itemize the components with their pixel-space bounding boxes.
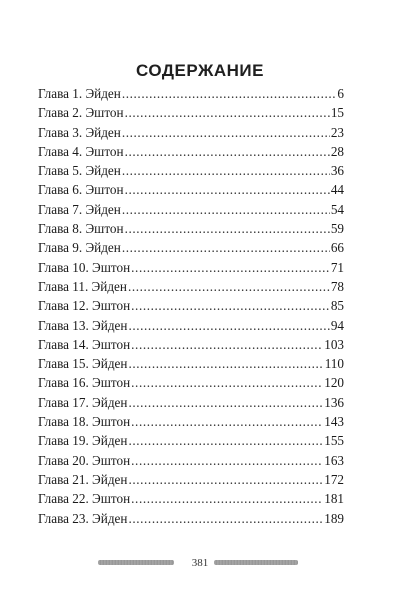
- toc-entry: [38, 431, 344, 450]
- toc-entry: [38, 238, 344, 257]
- dot-leader: [131, 258, 330, 277]
- toc-entry: [38, 277, 344, 296]
- dot-leader: [125, 142, 330, 161]
- chapter-title: Глава 1. Эйден: [38, 86, 121, 101]
- toc-entry: [38, 393, 344, 412]
- chapter-page-number: 78: [330, 278, 344, 294]
- dot-leader: [125, 180, 330, 199]
- toc-entry: [38, 354, 344, 373]
- chapter-page-number: 103: [324, 336, 344, 352]
- toc-entry: [38, 451, 344, 470]
- chapter-page-number: 6: [337, 86, 344, 101]
- toc-entry: [38, 258, 344, 277]
- dot-leader: [131, 296, 330, 315]
- toc-entry: [38, 412, 344, 431]
- chapter-page-number: 143: [324, 414, 344, 430]
- chapter-title: Глава 19. Эйден: [38, 433, 128, 449]
- dot-leader: [125, 103, 330, 122]
- chapter-page-number: 15: [330, 105, 344, 121]
- dot-leader: [122, 123, 330, 142]
- chapter-page-number: 136: [324, 394, 344, 410]
- toc-entry: [38, 219, 344, 238]
- chapter-title: Глава 21. Эйден: [38, 471, 128, 487]
- chapter-title: Глава 23. Эйден: [38, 510, 128, 526]
- toc-entry: [38, 161, 344, 180]
- footer-ornament-right: [214, 560, 298, 565]
- chapter-page-number: 85: [330, 298, 344, 314]
- chapter-title: Глава 5. Эйден: [38, 163, 121, 179]
- chapter-title: Глава 12. Эштон: [38, 298, 131, 314]
- chapter-title: Глава 2. Эштон: [38, 105, 124, 121]
- chapter-page-number: 110: [324, 356, 344, 372]
- dot-leader: [122, 161, 330, 180]
- chapter-page-number: 66: [330, 240, 344, 256]
- dot-leader: [122, 200, 330, 219]
- dot-leader: [131, 489, 323, 508]
- dot-leader: [122, 238, 330, 257]
- chapter-page-number: 172: [324, 471, 344, 487]
- chapter-title: Глава 11. Эйден: [38, 278, 127, 294]
- chapter-page-number: 189: [324, 510, 344, 526]
- chapter-title: Глава 10. Эштон: [38, 259, 131, 275]
- dot-leader: [128, 509, 323, 528]
- chapter-page-number: 181: [324, 491, 344, 507]
- toc-entry: [38, 296, 344, 315]
- dot-leader: [128, 277, 330, 296]
- chapter-title: Глава 7. Эйден: [38, 201, 121, 217]
- chapter-title: Глава 14. Эштон: [38, 336, 131, 352]
- dot-leader: [131, 412, 323, 431]
- toc-entry: [38, 470, 344, 489]
- chapter-page-number: 71: [330, 259, 344, 275]
- toc-title: СОДЕРЖАНИЕ: [136, 61, 264, 80]
- chapter-title: Глава 4. Эштон: [38, 143, 124, 159]
- chapter-title: Глава 3. Эйден: [38, 124, 121, 140]
- toc-entry: [38, 316, 344, 335]
- toc-entry: [38, 180, 344, 199]
- toc-entry: [38, 84, 344, 103]
- dot-leader: [128, 354, 323, 373]
- chapter-title: Глава 9. Эйден: [38, 240, 121, 256]
- chapter-title: Глава 20. Эштон: [38, 452, 131, 468]
- toc-list: [38, 84, 344, 528]
- dot-leader: [128, 431, 323, 450]
- chapter-page-number: 94: [330, 317, 344, 333]
- chapter-title: Глава 8. Эштон: [38, 221, 124, 237]
- dot-leader: [131, 451, 323, 470]
- chapter-page-number: 155: [324, 433, 344, 449]
- dot-leader: [131, 373, 323, 392]
- chapter-page-number: 44: [330, 182, 344, 198]
- dot-leader: [128, 316, 329, 335]
- toc-entry: [38, 103, 344, 122]
- dot-leader: [125, 219, 330, 238]
- chapter-page-number: 28: [330, 143, 344, 159]
- chapter-page-number: 36: [330, 163, 344, 179]
- chapter-title: Глава 15. Эйден: [38, 356, 128, 372]
- toc-entry: [38, 335, 344, 354]
- chapter-page-number: 23: [330, 124, 344, 140]
- chapter-title: Глава 22. Эштон: [38, 491, 131, 507]
- toc-entry: [38, 489, 344, 508]
- toc-entry: [38, 200, 344, 219]
- toc-entry: [38, 142, 344, 161]
- chapter-page-number: 54: [330, 201, 344, 217]
- toc-entry: [38, 509, 344, 528]
- dot-leader: [122, 84, 337, 103]
- chapter-title: Глава 17. Эйден: [38, 394, 128, 410]
- dot-leader: [131, 335, 323, 354]
- toc-entry: [38, 373, 344, 392]
- chapter-title: Глава 16. Эштон: [38, 375, 131, 391]
- chapter-title: Глава 13. Эйден: [38, 317, 128, 333]
- page-number: 381: [191, 557, 209, 569]
- chapter-page-number: 163: [324, 452, 344, 468]
- chapter-page-number: 59: [330, 221, 344, 237]
- toc-entry: [38, 123, 344, 142]
- page-footer: [0, 555, 400, 571]
- chapter-title: Глава 18. Эштон: [38, 414, 131, 430]
- chapter-title: Глава 6. Эштон: [38, 182, 124, 198]
- chapter-page-number: 120: [324, 375, 344, 391]
- dot-leader: [128, 470, 323, 489]
- dot-leader: [128, 393, 323, 412]
